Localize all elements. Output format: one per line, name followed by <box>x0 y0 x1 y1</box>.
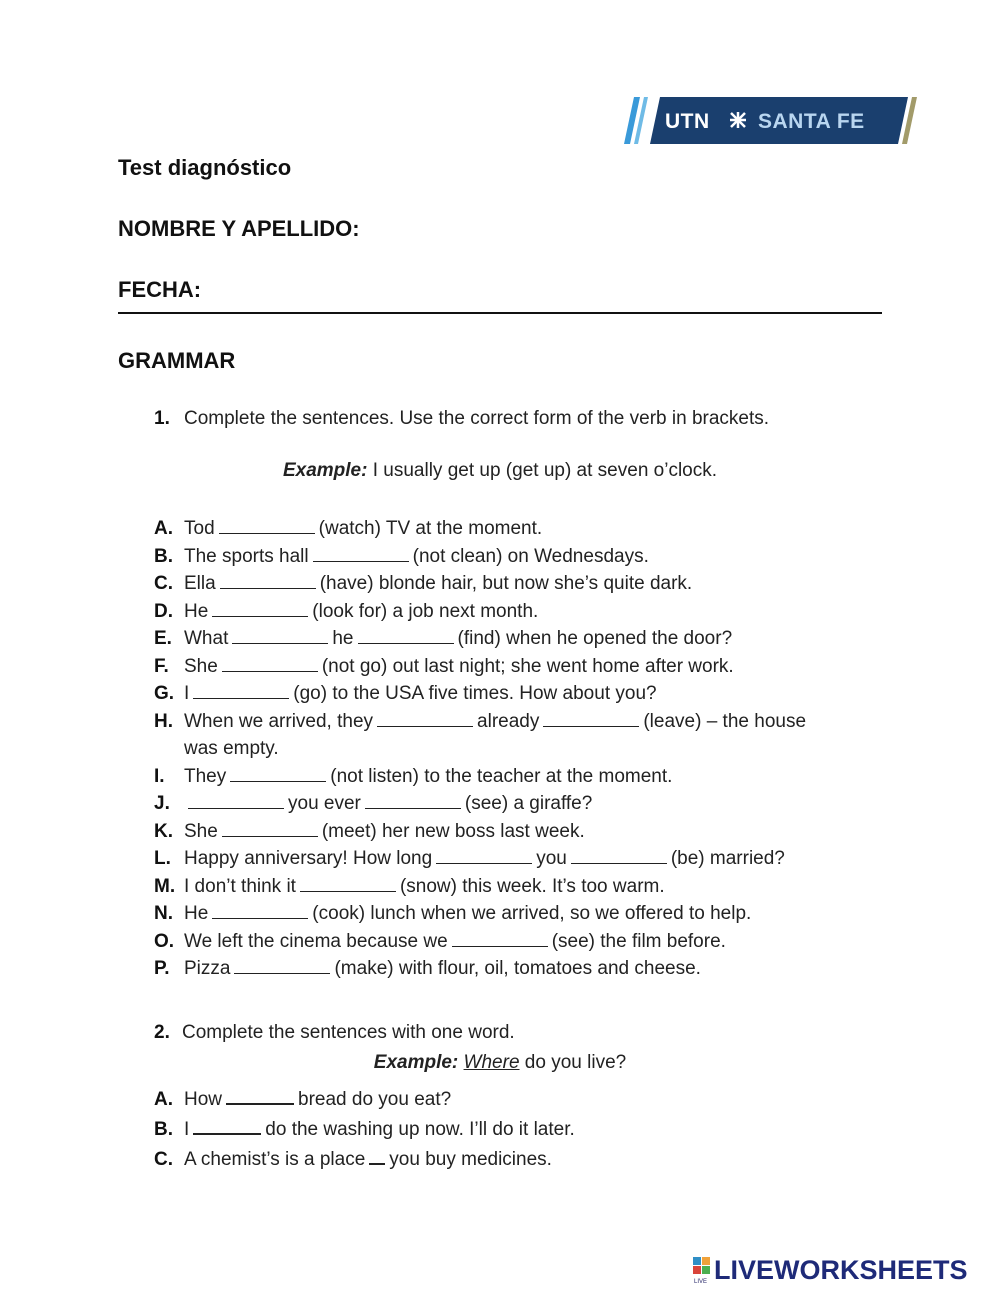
question-text-part: you ever <box>288 793 361 814</box>
question-text-part: She <box>184 655 218 677</box>
question-text-part: The sports hall <box>184 545 309 567</box>
question-letter: I. <box>154 765 165 787</box>
exercise-number: 1. <box>154 408 170 429</box>
example-text: I usually get up (get up) at seven o’clock. <box>372 460 718 481</box>
answer-blank[interactable] <box>222 819 318 837</box>
question-letter: D. <box>154 600 173 622</box>
question-text-part: He <box>184 600 209 622</box>
question-text <box>184 900 751 927</box>
question-text-part: We left the cinema because we <box>184 930 448 952</box>
answer-blank[interactable] <box>369 1146 385 1165</box>
question-text-part: (not listen) to the teacher at the moment. <box>330 765 673 787</box>
answer-blank[interactable] <box>571 846 667 864</box>
section-heading: GRAMMAR <box>118 348 236 373</box>
question-text <box>184 955 701 982</box>
question-text-part: (snow) this week. It’s too warm. <box>399 875 665 897</box>
question-text <box>184 1086 451 1113</box>
question-text-part: Happy anniversary! How long <box>184 848 433 869</box>
question-text <box>184 680 657 707</box>
question-text <box>184 598 538 625</box>
example-rest: do you live? <box>524 1052 627 1073</box>
question-text-part: Tod <box>184 518 215 539</box>
question-text-part: Pizza <box>184 958 231 979</box>
question-text <box>184 845 785 872</box>
question-text-part: She <box>184 820 218 842</box>
example-label: Example: <box>373 1052 459 1073</box>
answer-blank[interactable] <box>436 846 532 864</box>
question-letter: C. <box>154 1149 173 1170</box>
question-text-part: He <box>184 903 209 924</box>
question-text-part: (cook) lunch when we arrived, so we offered to help. <box>312 903 752 924</box>
answer-blank[interactable] <box>188 791 284 809</box>
question-text-part: (look for) a job next month. <box>312 600 539 622</box>
question-text-part: When we arrived, they <box>184 710 374 732</box>
question-text <box>184 570 692 597</box>
question-text-part: They <box>184 765 227 787</box>
question-text <box>184 543 649 570</box>
utn-emblem-icon <box>730 112 746 128</box>
answer-blank[interactable] <box>358 626 454 644</box>
question-text-part: you <box>536 848 567 869</box>
question-text <box>184 515 542 542</box>
answer-blank[interactable] <box>219 516 315 534</box>
question-letter: M. <box>154 875 176 897</box>
question-text <box>184 763 672 790</box>
question-text <box>184 1146 552 1173</box>
question-letter: A. <box>154 518 173 539</box>
question-letter: B. <box>154 545 173 567</box>
header-divider <box>118 312 882 314</box>
question-text-part: A chemist’s is a place <box>184 1149 366 1170</box>
question-letter: H. <box>154 710 173 732</box>
answer-blank[interactable] <box>300 874 396 892</box>
question-text-part: Ella <box>184 573 216 594</box>
question-text <box>184 873 665 900</box>
question-text-part: (see) the film before. <box>551 930 726 952</box>
question-text-part: (leave) – the house <box>643 710 807 732</box>
question-text <box>184 653 734 680</box>
question-text-part: (see) a giraffe? <box>464 793 593 814</box>
question-text-part: I <box>184 1119 190 1140</box>
exercise-2-example <box>0 1052 1000 1074</box>
question-text-part: I <box>184 683 190 704</box>
question-letter: E. <box>154 628 172 649</box>
question-letter: K. <box>154 820 173 842</box>
answer-blank[interactable] <box>220 571 316 589</box>
answer-blank[interactable] <box>313 544 409 562</box>
liveworksheets-watermark <box>693 1253 989 1288</box>
question-text <box>184 818 585 845</box>
answer-blank[interactable] <box>226 1086 294 1105</box>
question-text-part: How <box>184 1089 223 1110</box>
question-text-part: you buy medicines. <box>389 1149 552 1170</box>
question-text-part: do the washing up now. I’ll do it later. <box>265 1119 575 1140</box>
question-letter: N. <box>154 903 173 924</box>
question-text-part: (be) married? <box>670 848 785 869</box>
question-text-part: (not clean) on Wednesdays. <box>412 545 649 567</box>
question-letter: O. <box>154 930 175 952</box>
question-letter: P. <box>154 958 170 979</box>
logo-utn-text: UTN <box>665 110 710 133</box>
question-text-part: (meet) her new boss last week. <box>321 820 585 842</box>
question-text-part: bread do you eat? <box>298 1089 452 1110</box>
page-title: Test diagnóstico <box>118 155 292 180</box>
exercise-number: 2. <box>154 1022 170 1043</box>
question-text-part: What <box>184 628 229 649</box>
utn-santa-fe-logo <box>620 97 917 144</box>
answer-blank[interactable] <box>543 709 639 727</box>
question-text <box>184 1116 575 1143</box>
answer-blank[interactable] <box>193 681 289 699</box>
answer-blank[interactable] <box>234 956 330 974</box>
exercise-1-example <box>0 460 1000 482</box>
answer-blank[interactable] <box>230 764 326 782</box>
question-letter: B. <box>154 1119 173 1140</box>
answer-blank[interactable] <box>365 791 461 809</box>
answer-blank[interactable] <box>212 599 308 617</box>
example-label: Example: <box>282 460 368 481</box>
question-text <box>184 625 732 652</box>
logo-santa-fe-text: SANTA FE <box>758 110 865 133</box>
name-label: NOMBRE Y APELLIDO: <box>118 216 360 241</box>
question-letter: F. <box>154 655 169 677</box>
answer-blank[interactable] <box>193 1116 261 1135</box>
example-word: Where <box>463 1052 520 1073</box>
answer-blank[interactable] <box>222 654 318 672</box>
question-text-part: was empty. <box>184 738 279 759</box>
question-text <box>184 735 279 762</box>
date-label: FECHA: <box>118 277 202 302</box>
question-text <box>184 708 806 735</box>
question-text-part: already <box>477 710 540 732</box>
question-text-part: he <box>332 628 354 649</box>
question-letter: L. <box>154 848 171 869</box>
question-text-part: (go) to the USA five times. How about you? <box>293 683 657 704</box>
question-text <box>184 790 592 817</box>
answer-blank[interactable] <box>377 709 473 727</box>
question-text-part: (watch) TV at the moment. <box>318 518 543 539</box>
question-letter: J. <box>154 793 170 814</box>
question-letter: C. <box>154 573 173 594</box>
question-letter: G. <box>154 683 175 704</box>
question-letter: A. <box>154 1089 173 1110</box>
instruction-text: Complete the sentences with one word. <box>182 1022 515 1043</box>
question-text <box>184 928 726 955</box>
question-text-part: (find) when he opened the door? <box>457 628 733 649</box>
question-text-part: (have) blonde hair, but now she’s quite dark. <box>319 573 693 594</box>
answer-blank[interactable] <box>212 901 308 919</box>
question-text-part: I don’t think it <box>184 875 296 897</box>
question-text-part: (not go) out last night; she went home after work. <box>321 655 734 677</box>
answer-blank[interactable] <box>452 929 548 947</box>
watermark-text: LIVEWORKSHEETS <box>714 1255 968 1283</box>
answer-blank[interactable] <box>232 626 328 644</box>
watermark-badge: LIVE <box>694 1279 708 1283</box>
question-text-part: (make) with flour, oil, tomatoes and cheese. <box>334 958 701 979</box>
instruction-text: Complete the sentences. Use the correct form of the verb in brackets. <box>184 408 770 429</box>
